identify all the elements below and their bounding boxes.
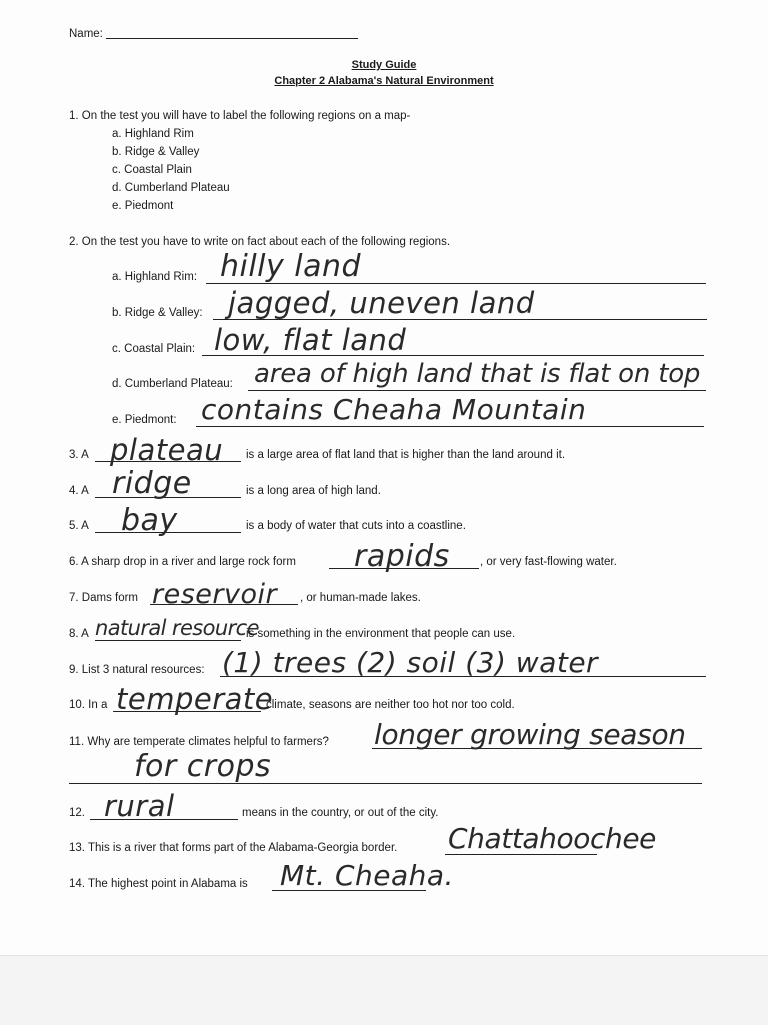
question-4-text: is a long area of high land. — [246, 485, 381, 497]
q1-item: b. Ridge & Valley — [112, 146, 200, 158]
question-3-prefix: 3. A — [69, 449, 89, 461]
q1-item: a. Highland Rim — [112, 128, 194, 140]
q1-item: d. Cumberland Plateau — [112, 182, 230, 194]
question-14-prefix: 14. The highest point in Alabama is — [69, 878, 248, 890]
q2-label: c. Coastal Plain: — [112, 343, 196, 355]
q2-label: b. Ridge & Valley: — [112, 307, 203, 319]
q2b-answer: jagged, uneven land — [228, 286, 535, 320]
q1-item: e. Piedmont — [112, 200, 174, 212]
name-label: Name: — [69, 28, 103, 40]
q8-answer: natural resource — [95, 616, 259, 640]
q2-label: e. Piedmont: — [112, 414, 177, 426]
q2a-answer: hilly land — [220, 249, 362, 284]
q11-answer-line1: longer growing season — [374, 718, 686, 751]
q2e-line — [196, 426, 704, 427]
q14-answer: Mt. Cheaha. — [280, 859, 454, 892]
question-8-text: is something in the environment that people can use. — [246, 628, 516, 640]
question-5-prefix: 5. A — [69, 520, 89, 532]
question-12-prefix: 12. — [69, 807, 85, 819]
q3-answer: plateau — [110, 433, 224, 467]
question-11-prefix: 11. Why are temperate climates helpful to farmers? — [69, 736, 329, 748]
q11-answer-line2: for crops — [134, 749, 272, 784]
question-4-prefix: 4. A — [69, 485, 89, 497]
q2d-line — [248, 390, 706, 391]
q2-label: a. Highland Rim: — [112, 271, 198, 283]
question-10-text: climate, seasons are neither too hot nor too cold. — [266, 699, 515, 711]
q2e-answer: contains Cheaha Mountain — [201, 393, 587, 426]
question-3-text: is a large area of flat land that is higher than the land around it. — [246, 449, 566, 461]
q6-answer: rapids — [354, 539, 450, 574]
q2c-answer: low, flat land — [214, 323, 407, 357]
q2d-answer: area of high land that is flat on top — [254, 359, 701, 389]
q4-answer: ridge — [112, 466, 192, 501]
q13-answer: Chattahoochee — [448, 822, 656, 855]
q12-answer: rural — [104, 789, 175, 823]
question-5-text: is a body of water that cuts into a coastline. — [246, 520, 466, 532]
name-line — [106, 38, 358, 39]
question-7-prefix: 7. Dams form — [69, 592, 139, 604]
below-page-area — [0, 955, 768, 1025]
q7-answer: reservoir — [152, 579, 278, 610]
question-2: 2. On the test you have to write on fact about each of the following regions. — [69, 236, 451, 248]
question-13-prefix: 13. This is a river that forms part of the Alabama-Georgia border. — [69, 842, 398, 854]
question-10-prefix: 10. In a — [69, 699, 108, 711]
question-1: 1. On the test you will have to label the following regions on a map- — [69, 110, 411, 122]
question-12-text: means in the country, or out of the city. — [242, 807, 439, 819]
q10-answer: temperate — [116, 682, 274, 716]
title-chapter: Chapter 2 Alabama's Natural Environment — [274, 75, 494, 87]
q1-item: c. Coastal Plain — [112, 164, 192, 176]
q8-line — [95, 640, 241, 641]
q5-answer: bay — [121, 503, 178, 538]
question-6-prefix: 6. A sharp drop in a river and large rock form — [69, 556, 296, 568]
q9-answer: (1) trees (2) soil (3) water — [222, 646, 599, 679]
question-7-text: , or human-made lakes. — [300, 592, 421, 604]
title-study-guide: Study Guide — [351, 59, 417, 71]
question-9-prefix: 9. List 3 natural resources: — [69, 664, 205, 676]
question-8-prefix: 8. A — [69, 628, 89, 640]
question-6-text: , or very fast-flowing water. — [480, 556, 617, 568]
q2-label: d. Cumberland Plateau: — [112, 378, 233, 390]
